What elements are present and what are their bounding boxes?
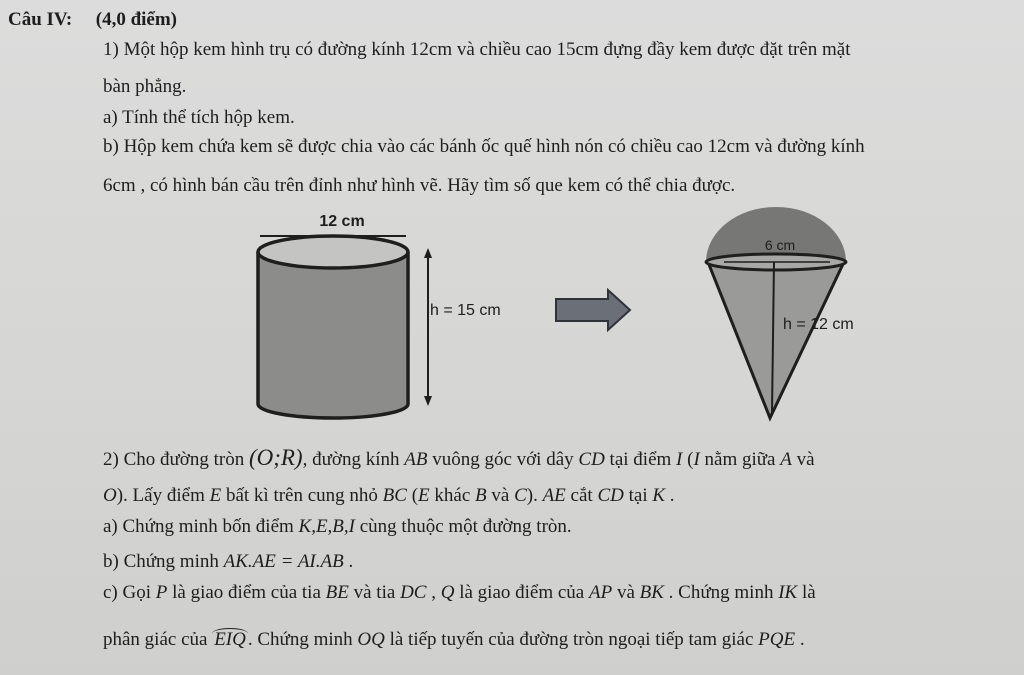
part2-question-b: b) Chứng minh AK.AE = AI.AB .: [103, 551, 354, 572]
part1-line2: bàn phẳng.: [103, 76, 187, 97]
angle-eiq: EIQ: [214, 629, 246, 650]
part1-question-a: a) Tính thể tích hộp kem.: [103, 107, 295, 128]
question-points: (4,0 điểm): [95, 9, 178, 30]
circle-notation: (O;R): [248, 445, 303, 470]
part2-question-a: a) Chứng minh bốn điểm K,E,B,I cùng thuộc một đường tròn.: [103, 516, 572, 537]
part1-line1: 1) Một hộp kem hình trụ có đường kính 12cm và chiều cao 15cm đựng đầy kem được đặt trên mặt: [103, 39, 851, 60]
cylinder-height-label: h = 15 cm: [430, 302, 501, 319]
right-arrow-icon: [556, 290, 630, 330]
part2-line2: O). Lấy điểm E bất kì trên cung nhỏ BC (E khác B và C). AE cắt CD tại K .: [103, 485, 675, 506]
part2-line1: 2) Cho đường tròn (O;R), đường kính AB vuông góc với dây CD tại điểm I (I nằm giữa A và: [103, 445, 815, 470]
cone-diameter-label: 6 cm: [764, 237, 796, 253]
part1-question-b-line1: b) Hộp kem chứa kem sẽ được chia vào các bánh ốc quế hình nón có chiều cao 12cm và đường kính: [103, 136, 865, 157]
cone-height-label: h = 12 cm: [783, 316, 854, 333]
cylinder-diameter-label: 12 cm: [319, 213, 365, 230]
part2-question-c-line2: phân giác của EIQ . Chứng minh OQ là tiếp tuyến của đường tròn ngoại tiếp tam giác PQE .: [103, 629, 805, 650]
cylinder-figure: [258, 236, 432, 418]
part1-question-b-line2: 6cm , có hình bán cầu trên đỉnh như hình vẽ. Hãy tìm số que kem có thể chia được.: [103, 175, 736, 196]
question-label: Câu IV:: [8, 9, 73, 30]
part2-question-c-line1: c) Gọi P là giao điểm của tia BE và tia DC , Q là giao điểm của AP và BK . Chứng minh IK là: [103, 582, 816, 603]
